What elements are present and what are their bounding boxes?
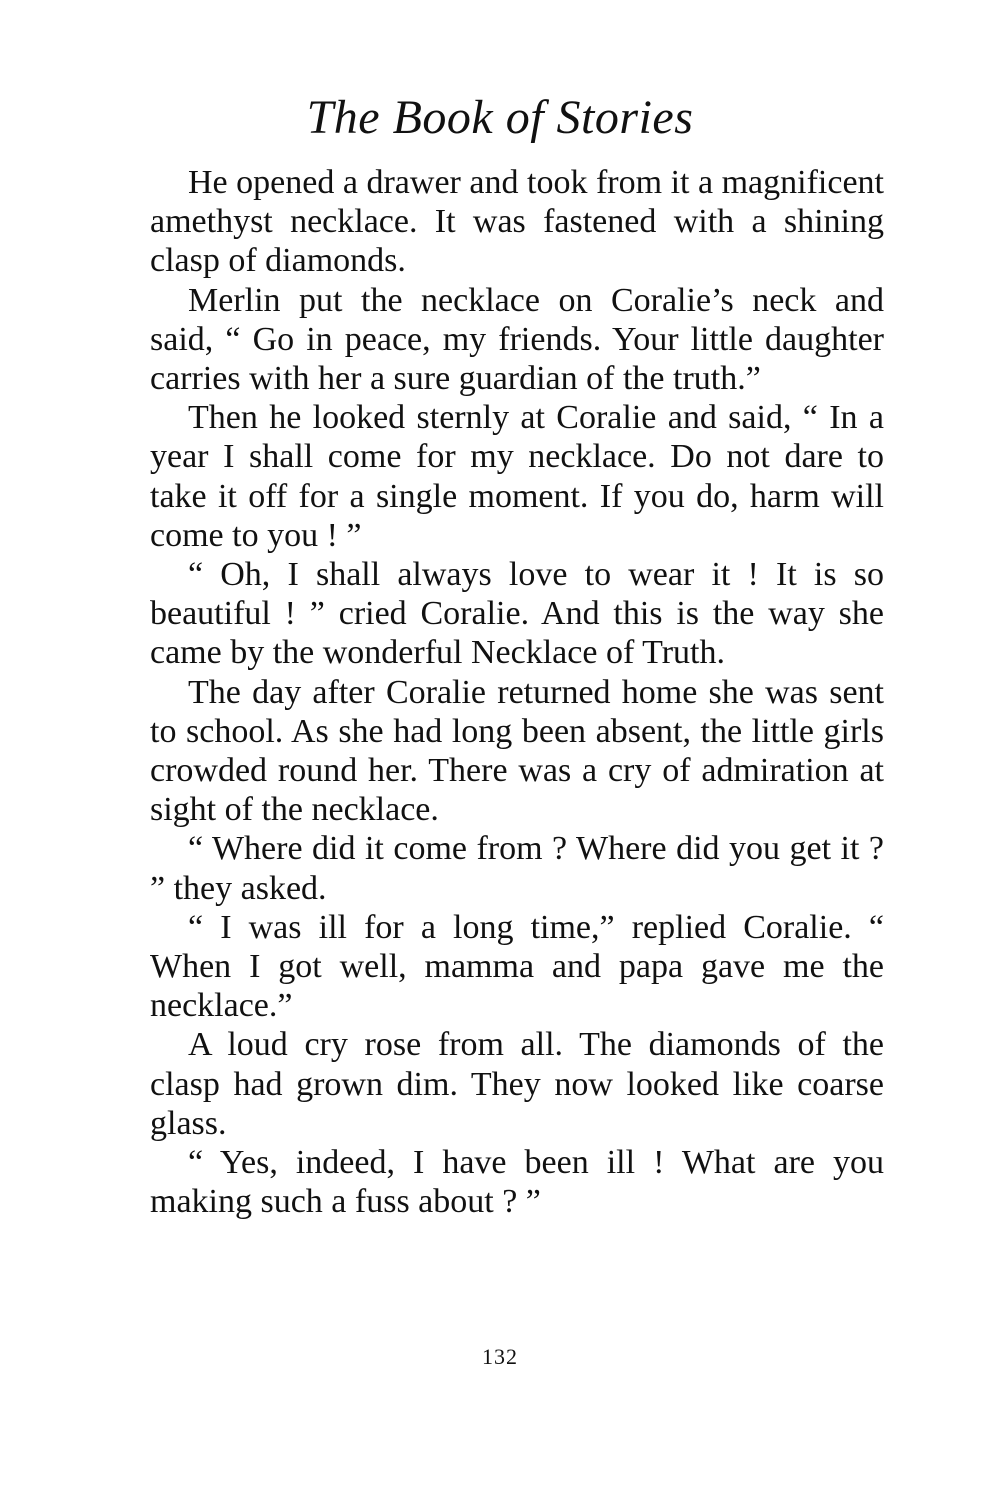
paragraph: The day after Coralie returned home she was sent to school. As she had long been absent, the little girls crowded round her. There was a cry of admiration at sight of the necklace.	[150, 673, 884, 829]
story-text	[150, 163, 884, 1221]
paragraph: He opened a drawer and took from it a magnificent amethyst necklace. It was fastened with a shining clasp of diamonds.	[150, 164, 884, 280]
paragraph: “ I was ill for a long time,” replied Coralie. “ When I got well, mamma and papa gave me the necklace.”	[150, 908, 884, 1025]
running-head: The Book of Stories	[306, 91, 694, 144]
paragraph: “ Where did it come from ? Where did you get it ? ” they asked.	[150, 830, 884, 907]
paragraph: Then he looked sternly at Coralie and said, “ In a year I shall come for my necklace. Do not dare to take it off for a single moment. If you do, harm will come to you ! ”	[150, 399, 884, 554]
paragraph: “ Yes, indeed, I have been ill ! What are you making such a fuss about ? ”	[150, 1144, 884, 1221]
paragraph: Merlin put the necklace on Coralie’s neck and said, “ Go in peace, my friends. Your little daughter carries with her a sure guardian of the truth.”	[150, 281, 884, 398]
paragraph: “ Oh, I shall always love to wear it ! It is so beautiful ! ” cried Coralie. And this is the way she came by the wonderful Necklace of Truth.	[150, 556, 884, 672]
page-number: 132	[482, 1344, 518, 1369]
paragraph: A loud cry rose from all. The diamonds of the clasp had grown dim. They now looked like coarse glass.	[150, 1026, 884, 1142]
